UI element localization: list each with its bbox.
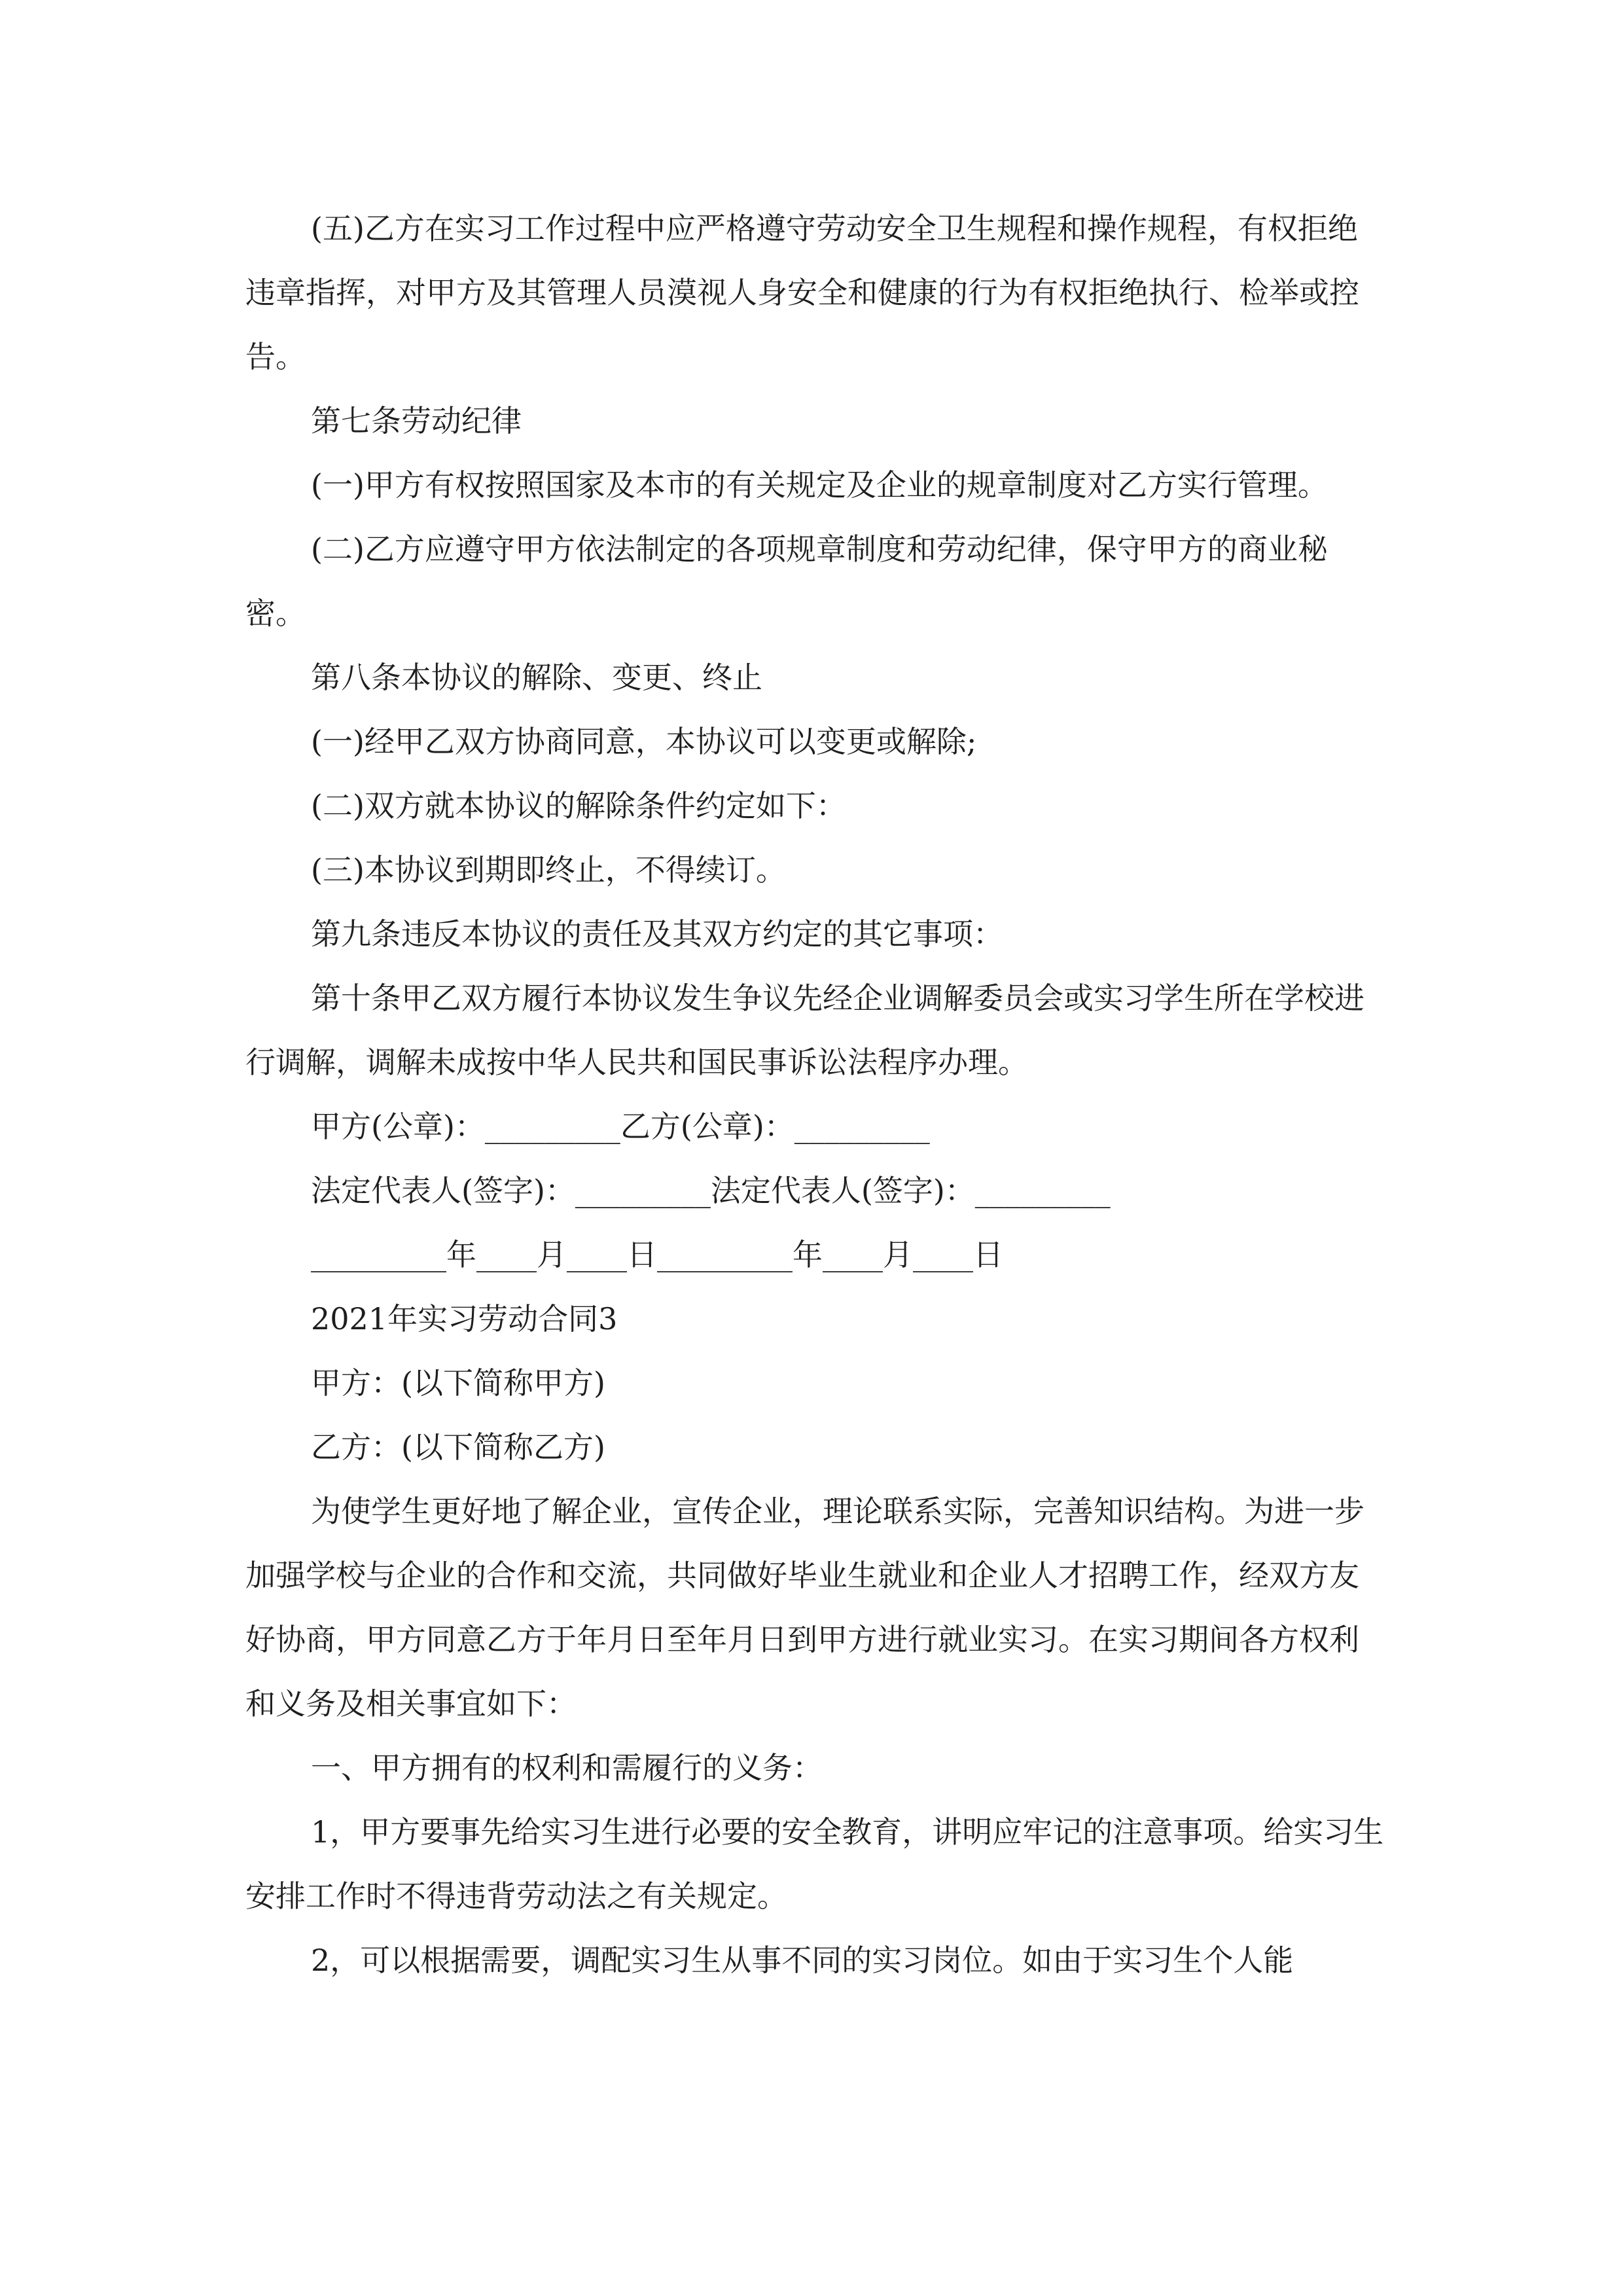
document-body — [245, 196, 1384, 1992]
signature-representative-line: 法定代表人(签字)：_________法定代表人(签字)：_________ — [311, 1173, 1111, 1208]
paragraph-article-10: 第十条甲乙双方履行本协议发生争议先经企业调解委员会或实习学生所在学校进行调解，调解未成按中华人民共和国民事诉讼法程序办理。 — [245, 980, 1364, 1080]
paragraph-preamble: 为使学生更好地了解企业，宣传企业，理论联系实际，完善知识结构。为进一步加强学校与企业的合作和交流，共同做好毕业生就业和企业人才招聘工作，经双方友好协商，甲方同意乙方于年月日至年月日到甲方进行就业实习。在实习期间各方权利和义务及相关事宜如下： — [245, 1494, 1364, 1721]
paragraph-clause-5: (五)乙方在实习工作过程中应严格遵守劳动安全卫生规程和操作规程，有权拒绝违章指挥，对甲方及其管理人员漠视人身安全和健康的行为有权拒绝执行、检举或控告。 — [245, 211, 1359, 374]
heading-article-9: 第九条违反本协议的责任及其双方约定的其它事项： — [311, 916, 1003, 952]
paragraph-party-a-item-1: 1，甲方要事先给实习生进行必要的安全教育，讲明应牢记的注意事项。给实习生安排工作时不得违背劳动法之有关规定。 — [245, 1814, 1384, 1914]
paragraph-article-8-item-3: (三)本协议到期即终止，不得续订。 — [311, 852, 786, 888]
paragraph-article-7-item-1: (一)甲方有权按照国家及本市的有关规定及企业的规章制度对乙方实行管理。 — [311, 467, 1328, 503]
paragraph-article-8-item-2: (二)双方就本协议的解除条件约定如下： — [311, 788, 846, 823]
section-title: 2021年实习劳动合同3 — [311, 1301, 618, 1336]
heading-party-a-rights: 一、甲方拥有的权利和需履行的义务： — [311, 1750, 823, 1785]
party-a-line: 甲方：(以下简称甲方) — [311, 1365, 605, 1401]
signature-date-line: _________年____月____日_________年____月____日 — [311, 1237, 1003, 1272]
paragraph-article-7-item-2: (二)乙方应遵守甲方依法制定的各项规章制度和劳动纪律，保守甲方的商业秘密。 — [245, 531, 1328, 631]
paragraph-article-8-item-1: (一)经甲乙双方协商同意，本协议可以变更或解除; — [311, 724, 977, 759]
heading-article-8: 第八条本协议的解除、变更、终止 — [311, 660, 762, 695]
signature-seal-line: 甲方(公章)：_________乙方(公章)：_________ — [311, 1109, 930, 1144]
party-b-line: 乙方：(以下简称乙方) — [311, 1429, 605, 1465]
heading-article-7: 第七条劳动纪律 — [311, 403, 522, 439]
paragraph-party-a-item-2: 2，可以根据需要，调配实习生从事不同的实习岗位。如由于实习生个人能 — [311, 1943, 1294, 1978]
